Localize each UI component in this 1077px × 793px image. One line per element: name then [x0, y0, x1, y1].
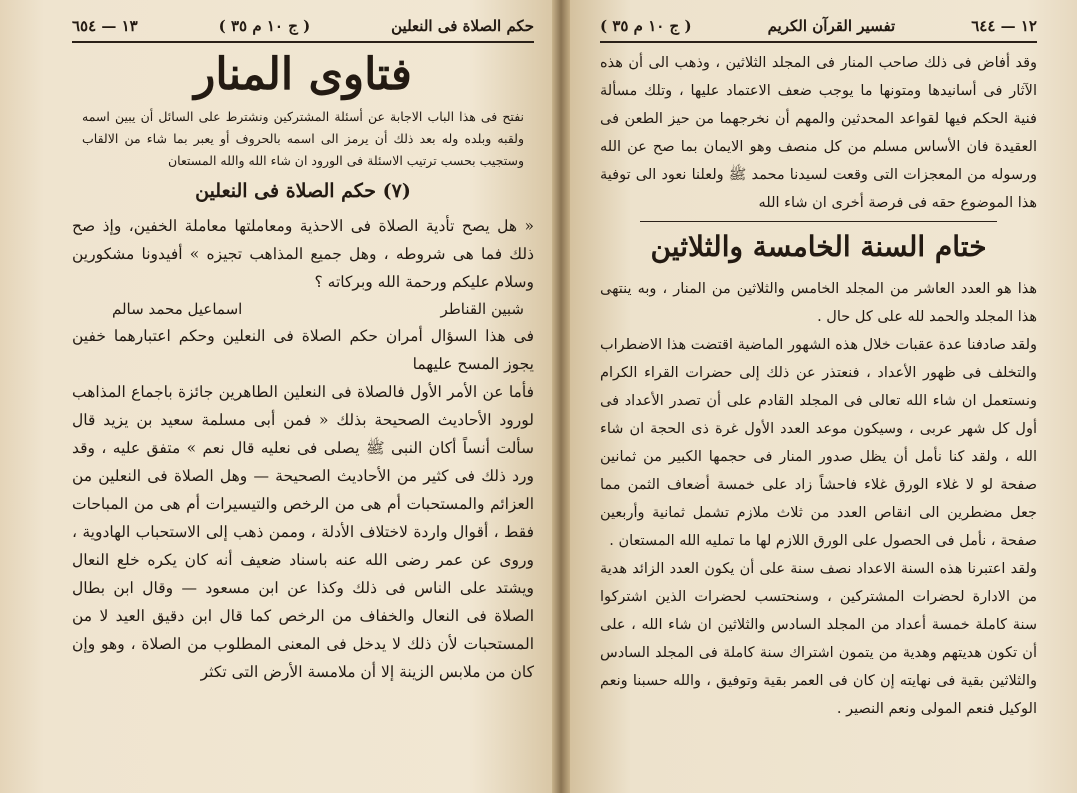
- fatwa-title: (٧) حكم الصلاة فى النعلين: [195, 180, 411, 202]
- section-title: ختام السنة الخامسة والثلاثين: [650, 230, 987, 263]
- signature-name: اسماعيل محمد سالم: [112, 300, 243, 318]
- section-divider: [640, 221, 997, 222]
- header-volume: ( ج ١٠ م ٣٥ ): [218, 17, 311, 35]
- header-page-number: ١٢ — ٦٤٤: [971, 17, 1037, 35]
- answer-paragraph-2: فأما عن الأمر الأول فالصلاة فى النعلين الطاهرين جائزة باجماع المذاهب لورود الأحاديث الصحيحة بذلك « فمن أبى مسلمة سعيد بن يزيد قال سألت أنساً أكان النبى ﷺ يصلى فى نعليه قال نعم » متفق عليه ، وقد ورد ذلك فى كثير من الأحاديث الصحيحة — وهل الصلاة فى النعلين من العزائم والمستحبات أم هى من الرخص والتيسيرات أم هى من المباحات فقط ، أقوال واردة لاختلاف الأدلة ، وممن ذهب إلى الاستحباب الهادوية ، وروى عن عمر رضى الله عنه باسناد ضعيف أنه كان يكره خلع النعال ويشتد على الناس فى ذلك وكذا عن ابن مسعود — وقال ابن بطال الصلاة فى النعال والخفاف من الرخص كما قال ابن دقيق العيد لا من المستحبات لأن ذلك لا يدخل فى المعنى المطلوب من الصلاة ، وهو وإن كان من ملابس الزينة إلا أن ملامسة الأرض التى تكثر: [72, 383, 534, 681]
- paragraph-3: ولقد اعتبرنا هذه السنة الاعداد نصف سنة على أن يكون العدد الزائد هدية من الادارة لحضرات المشتركين ، وسنحتسب لحضرات الذين اشتركوا سنة كاملة خمسة أعداد من المجلد السادس والثلاثين ان شاء الله ، على أن تكون هديتهم وهدية من يتمون اشتراك سنة كاملة فى المجلد السادس والثلاثين بقية فى نهايته إن كان فى العمر بقية وتوفيق ، والله حسبنا ونعم الوكيل فنعم المولى ونعم النصير .: [600, 561, 1037, 717]
- header-rule: [72, 41, 534, 43]
- continued-paragraph: وقد أفاض فى ذلك صاحب المنار فى المجلد الثلاثين ، وذهب الى أن هذه الآثار فى أسانيدها ومتونها ما يوجب ضعف الاعتماد عليها ، وتلك مسألة فنية الحكم فيها لقواعد المحدثين والمهم أن نخرجهما من حيز الطعن فى العقيدة فان الأساس مسلم من كل منصف وهو الايمان بما صح عن الله ورسوله من المعجزات التى وقعت لسيدنا محمد ﷺ ولعلنا نعود الى توفية هذا الموضوع حقه فى فرصة أخرى ان شاء الله: [600, 55, 1037, 211]
- running-header-left: [72, 14, 534, 38]
- paragraph-2: ولقد صادفنا عدة عقبات خلال هذه الشهور الماضية اقتضت هذا الاضطراب والتخلف فى ظهور الأعداد ، فنعتذر عن ذلك إلى حضرات القراء الكرام ونستعمل ان شاء الله تعالى فى المجلد القادم على أن تصدر الأعداد فى أول كل شهر عربى ، وسيكون موعد العدد الأول غرة ذى الحجة ان شاء الله ، ولقد كنا نأمل أن يظل صدور المنار فى حجمها الكبير من ثمانين صفحة لو لا غلاء الورق غلاء فاحشاً زاد على خمسة أضعاف الثمن مما جعل مضطرين الى انقاص العدد من ثلاث ملازم تشمل ثمانية وأربعين صفحة ، نأمل فى الحصول على الورق اللازم لها ما تمليه الله المستعان .: [600, 337, 1037, 549]
- section-main-title: فتاوى المنار: [194, 49, 412, 100]
- book-gutter: [552, 0, 570, 793]
- header-rule: [600, 41, 1037, 43]
- header-volume: ( ج ١٠ م ٣٥ ): [600, 17, 692, 35]
- right-page: [570, 0, 1077, 793]
- header-title: تفسير القرآن الكريم: [767, 17, 896, 35]
- paragraph-1: هذا هو العدد العاشر من المجلد الخامس والثلاثين من المنار ، وبه ينتهى هذا المجلد والحمد لله على كل حال .: [600, 281, 1037, 325]
- header-title: حكم الصلاة فى النعلين: [391, 17, 534, 35]
- running-header-right: [600, 14, 1037, 38]
- answer-paragraph-1: فى هذا السؤال أمران حكم الصلاة فى النعلين وحكم اعتبارهما خفين يجوز المسح عليهما: [72, 327, 534, 373]
- signature-place: شبين القناطر: [440, 300, 524, 318]
- question-text: « هل يصح تأدية الصلاة فى الاحذية ومعاملتها معاملة الخفين، وإذ صح ذلك فما هى شروطه ، وهل جميع المذاهب تجيزه » أفيدونا مشكورين وسلام عليكم ورحمة الله وبركاته ؟: [72, 217, 534, 291]
- section-intro: نفتح فى هذا الباب الاجابة عن أسئلة المشتركين ونشترط على السائل أن يبين اسمه ولقبه وبلده وله بعد ذلك أن يرمز الى اسمه بالحروف أو يعبر بما شاء من الالقاب وستجيب بحسب ترتيب الاسئلة فى الورود ان شاء الله والله المستعان: [82, 109, 524, 168]
- signature-line: [112, 300, 524, 318]
- header-page-number: ١٣ — ٦٥٤: [72, 17, 138, 35]
